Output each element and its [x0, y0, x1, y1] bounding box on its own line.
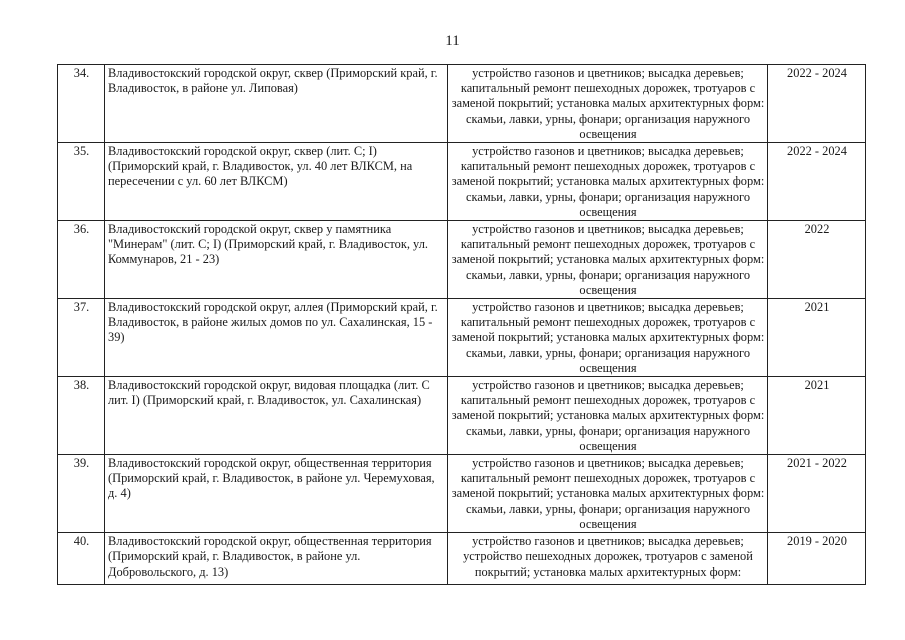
works-description: устройство газонов и цветников; высадка деревьев; капитальный ремонт пешеходных дорожек, тротуаров с заменой покрытий; установка малых архитектурных форм: скамьи, лавки, урны, фонари; организация наружного освещения [448, 65, 768, 143]
table-row [58, 221, 866, 299]
works-description: устройство газонов и цветников; высадка деревьев; устройство пешеходных дорожек, тротуаров с заменой покрытий; установка малых архитектурных форм: [448, 533, 768, 585]
row-number: 35. [58, 143, 105, 221]
row-number: 40. [58, 533, 105, 585]
works-description: устройство газонов и цветников; высадка деревьев; капитальный ремонт пешеходных дорожек, тротуаров с заменой покрытий; установка малых архитектурных форм: скамьи, лавки, урны, фонари; организация наружного освещения [448, 455, 768, 533]
works-description: устройство газонов и цветников; высадка деревьев; капитальный ремонт пешеходных дорожек, тротуаров с заменой покрытий; установка малых архитектурных форм: скамьи, лавки, урны, фонари; организация наружного освещения [448, 143, 768, 221]
object-description: Владивостокский городской округ, сквер (лит. С; I) (Приморский край, г. Владивосток, ул. 40 лет ВЛКСМ, на пересечении с ул. 60 лет ВЛКСМ) [105, 143, 448, 221]
implementation-period: 2021 [768, 299, 866, 377]
row-number: 36. [58, 221, 105, 299]
works-description: устройство газонов и цветников; высадка деревьев; капитальный ремонт пешеходных дорожек, тротуаров с заменой покрытий; установка малых архитектурных форм: скамьи, лавки, урны, фонари; организация наружного освещения [448, 377, 768, 455]
implementation-period: 2022 - 2024 [768, 143, 866, 221]
row-number: 38. [58, 377, 105, 455]
works-description: устройство газонов и цветников; высадка деревьев; капитальный ремонт пешеходных дорожек, тротуаров с заменой покрытий; установка малых архитектурных форм: скамьи, лавки, урны, фонари; организация наружного освещения [448, 221, 768, 299]
row-number: 34. [58, 65, 105, 143]
object-description: Владивостокский городской округ, сквер (Приморский край, г. Владивосток, в районе ул. Липовая) [105, 65, 448, 143]
table-row [58, 143, 866, 221]
implementation-period: 2022 - 2024 [768, 65, 866, 143]
table-row [58, 65, 866, 143]
object-description: Владивостокский городской округ, сквер у памятника "Минерам" (лит. С; I) (Приморский край, г. Владивосток, ул. Коммунаров, 21 - 23) [105, 221, 448, 299]
row-number: 39. [58, 455, 105, 533]
page-number: 11 [445, 33, 460, 49]
object-description: Владивостокский городской округ, общественная территория (Приморский край, г. Владивосток, в районе ул. Черемуховая, д. 4) [105, 455, 448, 533]
table-row [58, 455, 866, 533]
works-description: устройство газонов и цветников; высадка деревьев; капитальный ремонт пешеходных дорожек, тротуаров с заменой покрытий; установка малых архитектурных форм: скамьи, лавки, урны, фонари; организация наружного освещения [448, 299, 768, 377]
object-description: Владивостокский городской округ, видовая площадка (лит. С лит. I) (Приморский край, г. Владивосток, ул. Сахалинская) [105, 377, 448, 455]
table-row [58, 533, 866, 585]
table-row [58, 377, 866, 455]
implementation-period: 2019 - 2020 [768, 533, 866, 585]
object-description: Владивостокский городской округ, общественная территория (Приморский край, г. Владивосток, в районе ул. Добровольского, д. 13) [105, 533, 448, 585]
implementation-period: 2022 [768, 221, 866, 299]
registry-table [57, 64, 866, 585]
implementation-period: 2021 - 2022 [768, 455, 866, 533]
row-number: 37. [58, 299, 105, 377]
implementation-period: 2021 [768, 377, 866, 455]
object-description: Владивостокский городской округ, аллея (Приморский край, г. Владивосток, в районе жилых домов по ул. Сахалинская, 15 - 39) [105, 299, 448, 377]
table-row [58, 299, 866, 377]
